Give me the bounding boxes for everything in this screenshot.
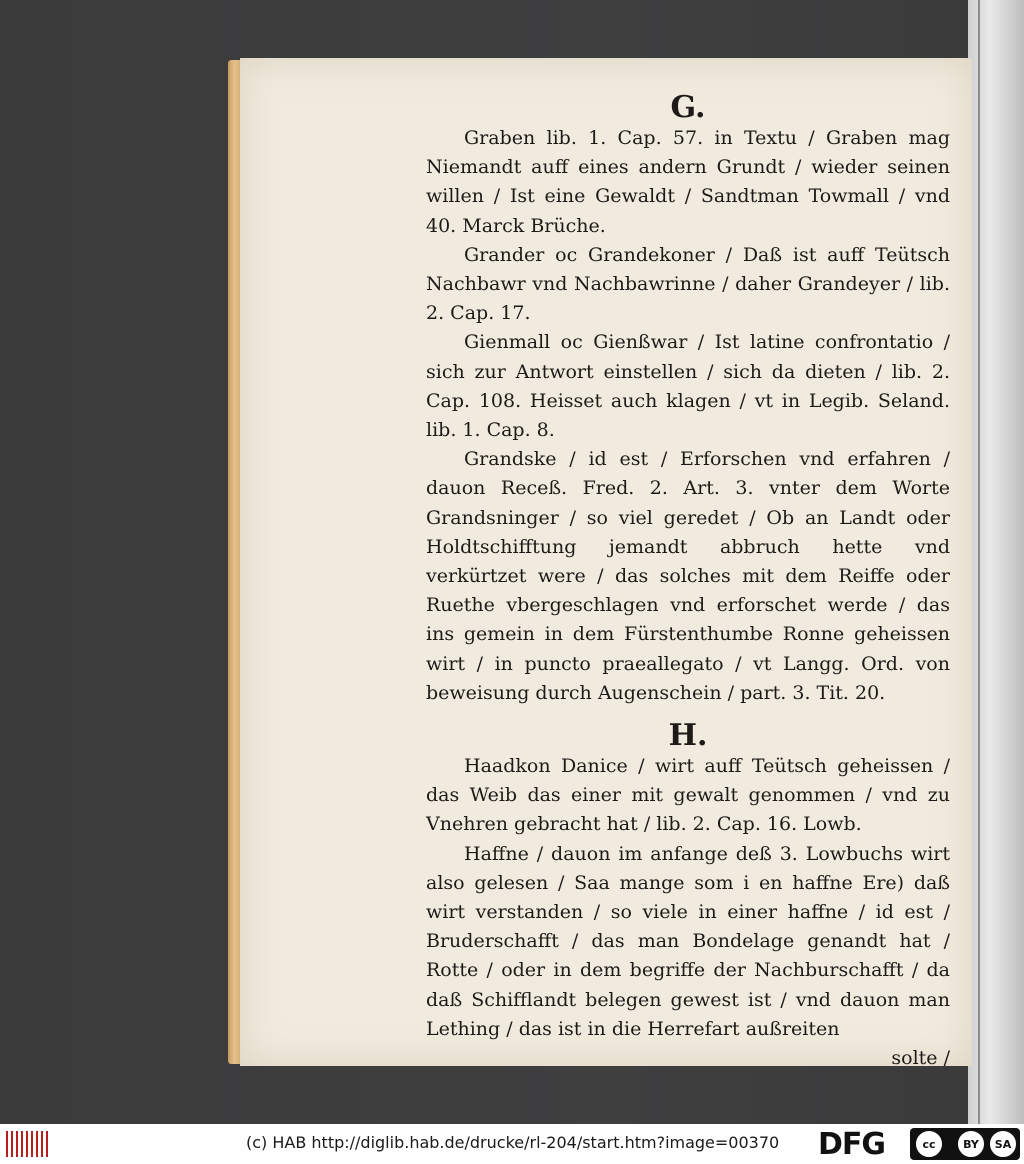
entry-gienmall: Gienmall oc Gienßwar / Ist latine confrontatio / sich zur Antwort einstellen / sich da dieten / lib. 2. Cap. 108. Heisset auch klagen / vt in Legib. Seland. lib. 1. Cap. 8. — [426, 331, 950, 442]
cc-icon: cc — [914, 1129, 944, 1159]
barcode-icon — [6, 1131, 48, 1157]
dfg-logo: DFG — [818, 1127, 886, 1162]
sa-icon: SA — [990, 1131, 1016, 1157]
catchword: solte / — [891, 1047, 950, 1070]
page-text — [426, 88, 950, 1073]
source-link[interactable]: (c) HAB http://diglib.hab.de/drucke/rl-204/start.htm?image=00370 — [246, 1133, 780, 1152]
entry-grandske: Grandske / id est / Erforschen vnd erfahren / dauon Receß. Fred. 2. Art. 3. vnter dem Worte Grandsninger / so viel geredet / Ob an Landt oder Holdtschifftung jemandt abbruch hette vnd verkürtzet were / das solches mit dem Reiffe oder Ruethe vbergeschlagen vnd erforschet werde / das ins gemein in dem Fürstenthumbe Ronne geheissen wirt / in puncto praeallegato / vt Langg. Ord. von beweisung durch Augenschein / part. 3. Tit. 20. — [426, 448, 950, 704]
cc-license-badge[interactable] — [910, 1128, 1020, 1160]
viewer-footer — [0, 1124, 1024, 1164]
book-page — [240, 58, 972, 1070]
entry-haffne: Haffne / dauon im anfange deß 3. Lowbuchs wirt also gelesen / Saa mange som i en haffne Ere) daß wirt verstanden / so viele in einer haffne / id est / Bruderschafft / das man Bondelage genandt hat / Rotte / oder in dem begriffe der Nachburschafft / da daß Schifflandt belegen gewest ist / vnd dauon man Lething / das ist in die Herrefart außreiten — [426, 842, 950, 1040]
section-heading-h: H. — [668, 718, 708, 754]
section-heading-g: G. — [670, 90, 706, 125]
entry-grander: Grander oc Grandekoner / Daß ist auff Teütsch Nachbawr vnd Nachbawrinne / daher Grandeyer / lib. 2. Cap. 17. — [426, 243, 950, 325]
entry-haadkon: Haadkon Danice / wirt auff Teütsch geheissen / das Weib das einer mit gewalt genommen / vnd zu Vnehren gebracht hat / lib. 2. Cap. 16. Lowb. — [426, 755, 950, 836]
by-icon: BY — [958, 1131, 984, 1157]
adjacent-page-strip — [968, 0, 1024, 1124]
strip-rule — [978, 0, 980, 1124]
entry-graben: Graben lib. 1. Cap. 57. in Textu / Graben mag Niemandt auff eines andern Grundt / wieder seinen willen / Ist eine Gewaldt / Sandtman Towmall / vnd 40. Marck Brüche. — [426, 127, 950, 237]
